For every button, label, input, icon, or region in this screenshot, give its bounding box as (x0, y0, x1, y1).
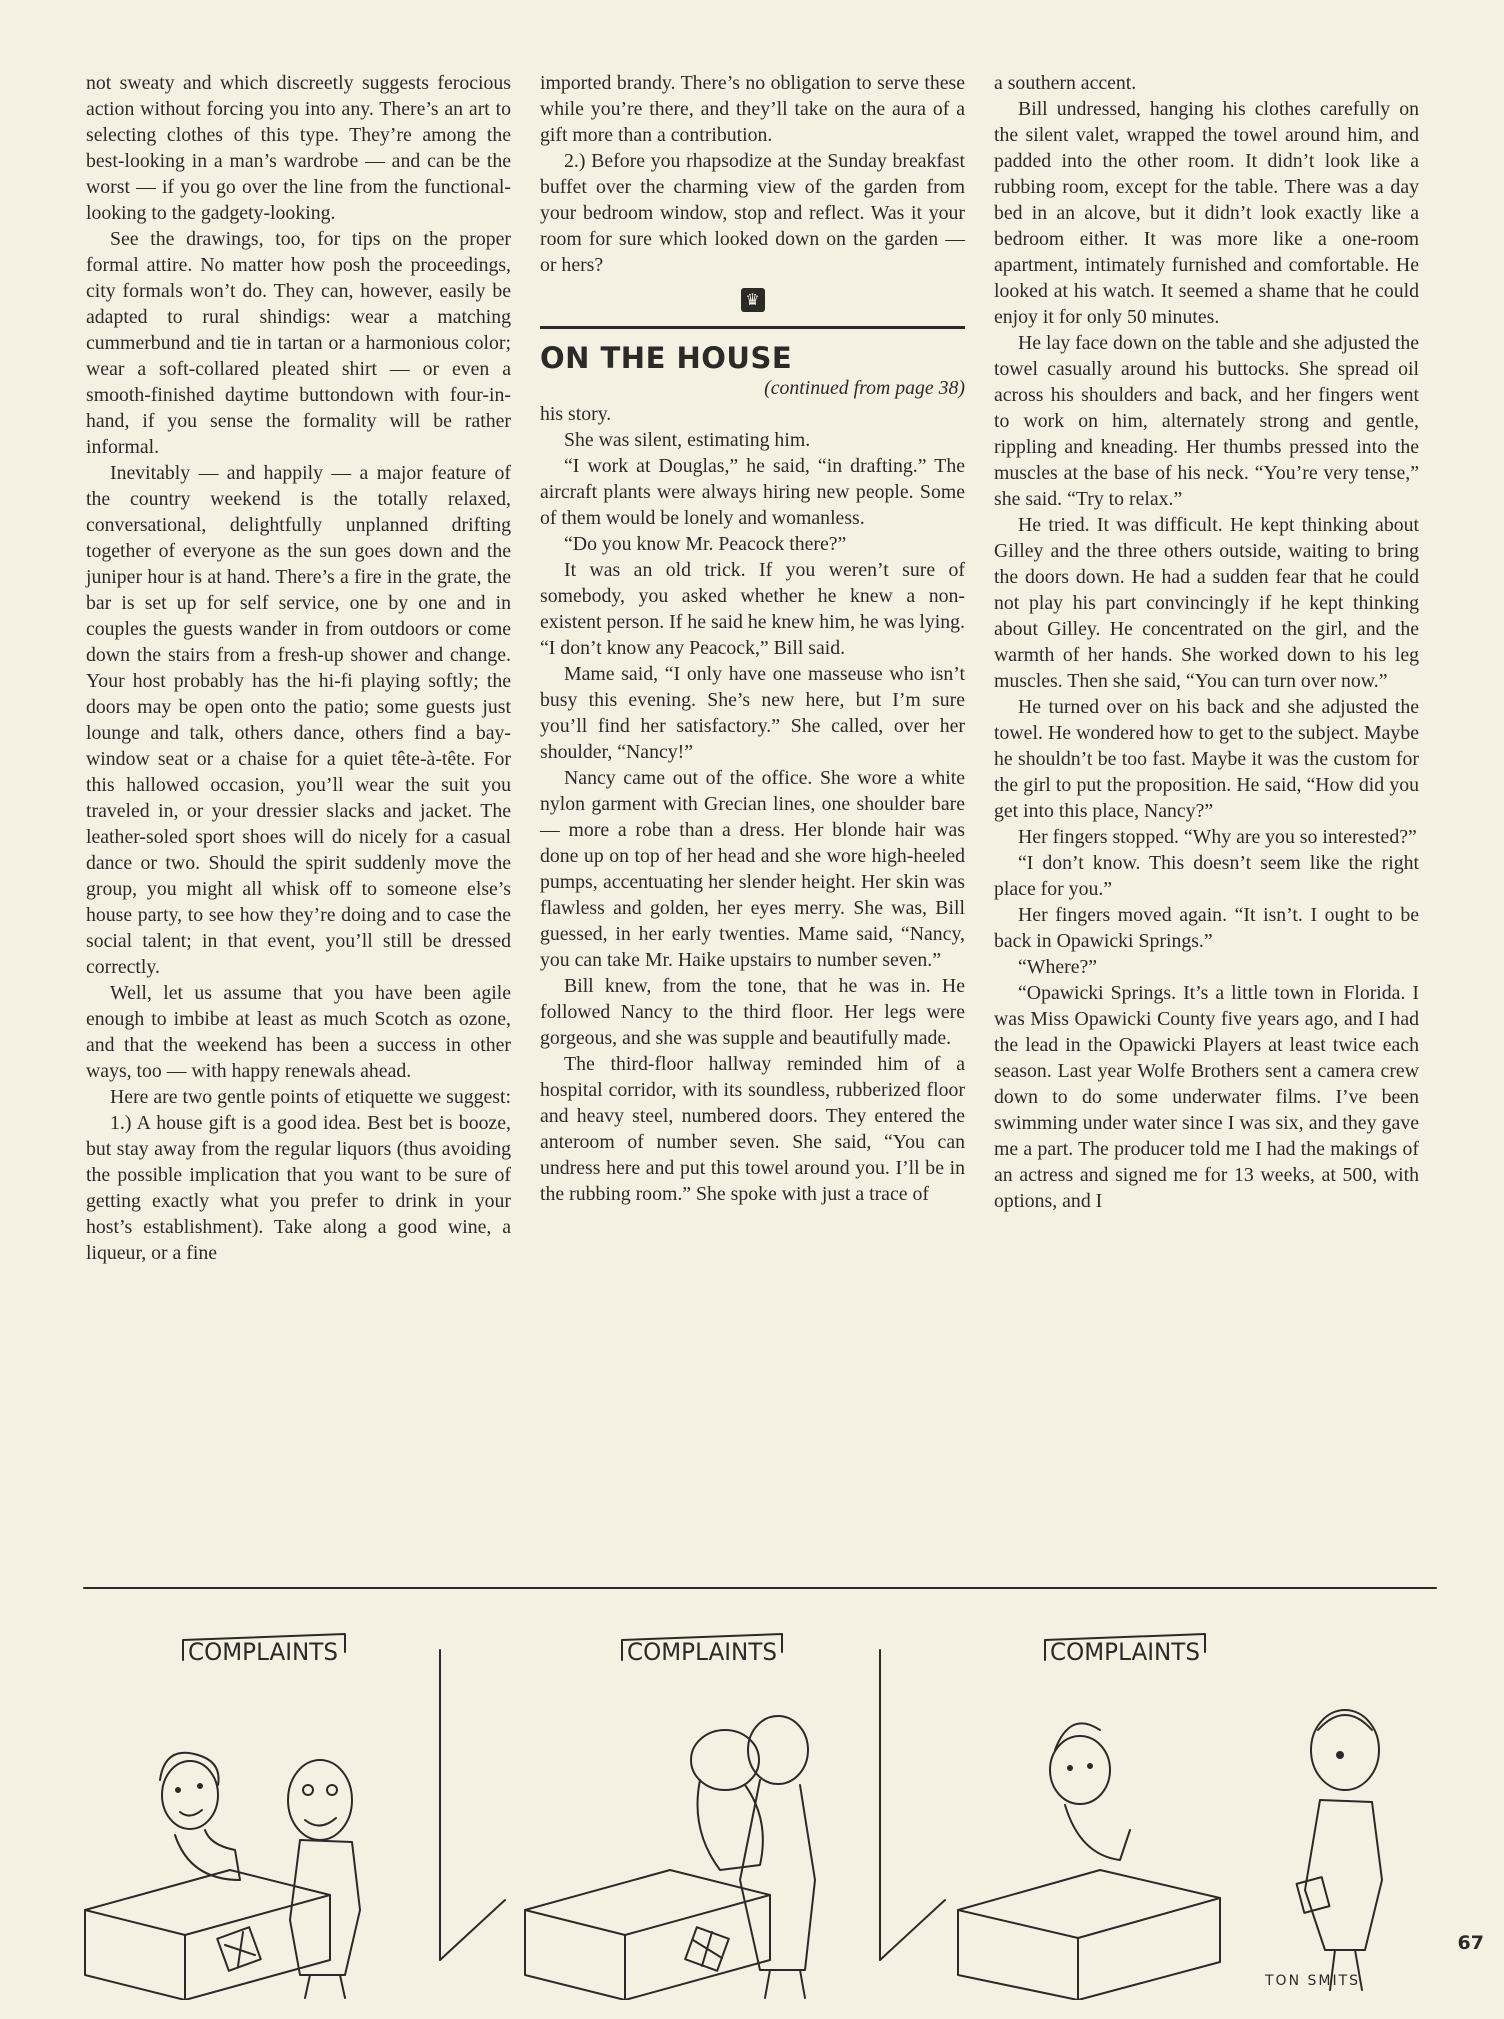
paragraph: Here are two gentle points of etiquette we suggest: (110, 1086, 511, 1108)
paragraph: “I work at Douglas,” he said, “in drafting.” The aircraft plants were always hiring new people. Some of them would be lonely and womanless. (540, 455, 965, 529)
complaints-sign: COMPLAINTS (627, 1638, 777, 1666)
cartoon-panel-1 (85, 1634, 505, 2000)
complaints-sign: COMPLAINTS (188, 1638, 338, 1666)
paragraph: Bill knew, from the tone, that he was in. He followed Nancy to the third floor. Her legs were gorgeous, and she was supple and beautifully made. (540, 975, 965, 1049)
column-1 (86, 70, 511, 1266)
paragraph: 2.) Before you rhapsodize at the Sunday breakfast buffet over the charming view of the garden from your bedroom window, stop and reflect. Was it your room for sure which looked down on the garden — or hers? (540, 150, 965, 276)
paragraph: Nancy came out of the office. She wore a white nylon garment with Grecian lines, one shoulder bare — more a robe than a dress. Her blonde hair was done up on top of her head and she wore high-heeled pumps, accentuating her slender height. Her skin was flawless and golden, her eyes merry. She was, Bill guessed, in her early twenties. Mame said, “Nancy, you can take Mr. Haike upstairs to number seven.” (540, 767, 965, 971)
paragraph: Mame said, “I only have one masseuse who isn’t busy this evening. She’s new here, but I’m sure you’ll find her satisfactory.” She called, over her shoulder, “Nancy!” (540, 663, 965, 763)
paragraph: See the drawings, too, for tips on the proper formal attire. No matter how posh the proceedings, city formals won’t do. They can, however, easily be adapted to rural shindigs: wear a matching cummerbund and tie in tartan or a harmonious color; wear a soft-collared pleated shirt — or even a smooth-finished daytime buttondown with four-in-hand, if you sense the formality will be rather informal. (86, 228, 511, 458)
section-divider (540, 326, 965, 329)
paragraph: He lay face down on the table and she adjusted the towel casually around his buttocks. She spread oil across his shoulders and back, and her fingers went to work on him, alternately strong and gentle, rippling and kneading. Her thumbs pressed into the muscles at the base of his neck. “You’re very tense,” she said. “Try to relax.” (994, 332, 1419, 510)
paragraph: Bill undressed, hanging his clothes carefully on the silent valet, wrapped the towel around him, and padded into the other room. It didn’t look like a rubbing room, except for the table. There was a day bed in an alcove, but it didn’t look exactly like a bedroom either. It was more like a one-room apartment, intimately furnished and comfortable. He looked at his watch. It seemed a shame that he could enjoy it for only 50 minutes. (994, 98, 1419, 328)
cartoon-panel-3 (958, 1634, 1382, 2000)
column-2 (540, 70, 965, 1207)
paragraph: Well, let us assume that you have been agile enough to imbibe at least as much Scotch as ozone, and that the weekend has been a success in other ways, too — with happy renewals ahead. (86, 982, 511, 1082)
section-heading: ON THE HOUSE (540, 341, 793, 375)
paragraph: “Where?” (1018, 956, 1098, 978)
paragraph: It was an old trick. If you weren’t sure of somebody, you asked whether he knew a non-existent person. If he said he knew him, he was lying. “I don’t know any Peacock,” Bill said. (540, 559, 965, 659)
paragraph: He turned over on his back and she adjusted the towel. He wondered how to get to the subject. Maybe he shouldn’t be too fast. Maybe it was the custom for the girl to put the proposition. He said, “How did you get into this place, Nancy?” (994, 696, 1419, 822)
complaints-cartoon-strip (0, 1580, 1504, 2000)
continued-from-note: (continued from page 38) (764, 377, 965, 399)
column-3 (994, 70, 1419, 1214)
rabbit-head-end-mark-icon: ♛ (741, 288, 765, 312)
paragraph: Inevitably — and happily — a major feature of the country weekend is the totally relaxed, conversational, delightfully unplanned drifting together of everyone as the sun goes down and the juniper hour is at hand. There’s a fire in the grate, the bar is set up for self service, one by one and in couples the guests wander in from outdoors or come down the stairs from a fresh-up shower and change. Your host probably has the hi-fi playing softly; the doors may be open onto the patio; some guests just lounge and talk, others dance, others find a bay-window seat or a chaise for a quiet tête-à-tête. For this hallowed occasion, you’ll wear the suit you traveled in, or your dressier slacks and jacket. The leather-soled sport shoes will do nicely for a casual dance or two. Should the spirit suddenly move the group, you might all whisk off to someone else’s house party, to see how they’re doing and to case the social talent; in that event, you’ll still be dressed correctly. (86, 462, 511, 978)
paragraph: “Opawicki Springs. It’s a little town in Florida. I was Miss Opawicki County five years ago, and I had the lead in the Opawicki Players at least twice each season. Last year Wolfe Brothers sent a camera crew down to do some underwater films. I’ve been swimming under water since I was six, and they gave me a part. The producer told me I had the makings of an actress and signed me for 13 weeks, at 500, with options, and I (994, 982, 1419, 1212)
page-number: 67 (1457, 1932, 1484, 1954)
paragraph: The third-floor hallway reminded him of a hospital corridor, with its soundless, rubberized floor and heavy steel, numbered doors. They entered the anteroom of number seven. She said, “You can undress here and put this towel around you. I’ll be in the rubbing room.” She spoke with just a trace of (540, 1053, 965, 1205)
paragraph: his story. (540, 403, 612, 425)
paragraph: “I don’t know. This doesn’t seem like the right place for you.” (994, 852, 1419, 900)
paragraph: “Do you know Mr. Peacock there?” (564, 533, 847, 555)
paragraph: He tried. It was difficult. He kept thinking about Gilley and the three others outside, waiting to bring the doors down. He had a sudden fear that he could not play his part convincingly if he kept thinking about Gilley. He concentrated on the girl, and the warmth of her hands. She worked down to his leg muscles. Then she said, “You can turn over now.” (994, 514, 1419, 692)
paragraph: not sweaty and which discreetly suggests ferocious action without forcing you into any. There’s an art to selecting clothes of this type. They’re among the best-looking in a man’s wardrobe — and can be the worst — if you go over the line from the functional-looking to the gadgety-looking. (86, 72, 511, 224)
cartoonist-signature: TON SMITS (1265, 1973, 1361, 1989)
paragraph: a southern accent. (994, 72, 1137, 94)
paragraph: Her fingers stopped. “Why are you so interested?” (1018, 826, 1417, 848)
paragraph: Her fingers moved again. “It isn’t. I ought to be back in Opawicki Springs.” (994, 904, 1419, 952)
paragraph: She was silent, estimating him. (564, 429, 811, 451)
complaints-sign: COMPLAINTS (1050, 1638, 1200, 1666)
cartoon-panel-2 (525, 1634, 945, 2000)
paragraph: imported brandy. There’s no obligation to serve these while you’re there, and they’ll take on the aura of a gift more than a contribution. (540, 72, 965, 146)
paragraph: 1.) A house gift is a good idea. Best bet is booze, but stay away from the regular liquors (thus avoiding the possible implication that you want to be sure of getting exactly what you prefer to drink in your host’s establishment). Take along a good wine, a liqueur, or a fine (86, 1112, 511, 1264)
